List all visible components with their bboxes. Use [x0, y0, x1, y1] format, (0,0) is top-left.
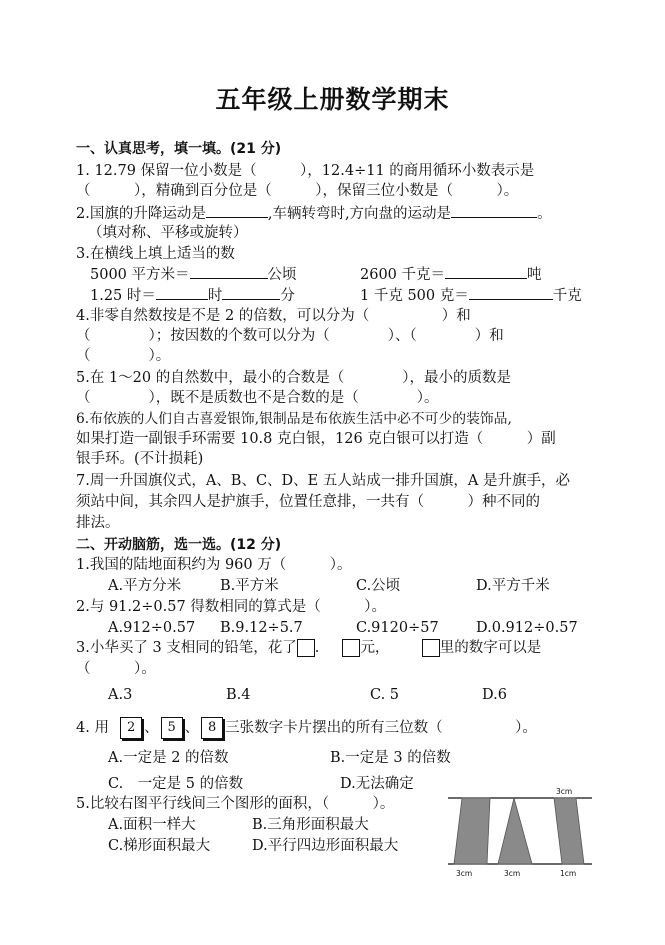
q7-line3: 排法。 [76, 515, 120, 531]
q3-r1a-unit: 公顷 [267, 267, 297, 283]
s2-q2-option-b[interactable]: B.9.12÷5.7 [220, 620, 303, 636]
q3-row2a [90, 286, 295, 305]
q2-text-c: 。 [537, 206, 552, 222]
s2-q4-option-b[interactable]: B.一定是 3 的倍数 [330, 750, 451, 766]
bottom-length-label-2: 3cm [504, 869, 521, 878]
s2-q3-text-a: 3.小华买了 3 支相同的铅笔，花了 [76, 640, 297, 656]
s2-q4-option-c[interactable]: C. 一定是 5 的倍数 [108, 776, 244, 792]
q4-line3: （ ）。 [76, 348, 171, 364]
q4-line2: （ ）；按因数的个数可以分为（ ）、（ ）和 [76, 328, 504, 344]
s2-q1-option-a[interactable]: A.平方分米 [108, 578, 182, 594]
q2-blank-2[interactable] [451, 204, 537, 218]
q3-blank-hour[interactable] [156, 286, 208, 300]
q6-line1: 6.布依族的人们自古喜爱银饰,银制品是布依族生活中必不可少的装饰品, [76, 411, 512, 427]
q3-blank-hectare[interactable] [190, 265, 268, 279]
digit-box-2 [342, 639, 360, 657]
q1-line2: （ ），精确到百分位是（ ），保留三位小数是（ ）。 [76, 183, 519, 199]
q3-r2b-unit: 千克 [552, 288, 582, 304]
section2-heading: 二、开动脑筋，选一选。(12 分) [76, 537, 282, 553]
digit-card-8: 8 [201, 717, 223, 739]
s2-q3-option-d[interactable]: D.6 [482, 687, 507, 703]
s2-q2-stem: 2.与 91.2÷0.57 得数相同的算式是（ ）。 [76, 599, 387, 615]
q7-line1: 7.周一升国旗仪式，A、B、C、D、E 五人站成一排升国旗，A 是升旗手，必 [76, 473, 570, 489]
q3-r1a-text: 5000 平方米＝ [90, 267, 190, 283]
q3-stem: 3.在横线上填上适当的数 [76, 246, 235, 262]
s2-q3-stem-2: （ ）。 [76, 661, 156, 677]
q3-r2a-text: 1.25 时＝ [90, 288, 156, 304]
q2-hint: （填对称、平移或旋转） [88, 225, 248, 241]
bottom-length-label-3: 1cm [560, 869, 577, 878]
s2-q1-stem: 1.我国的陆地面积约为 960 万（ ）。 [76, 557, 352, 573]
q3-r2a-unit2: 分 [280, 288, 295, 304]
s2-q3-text-c: 元， [360, 640, 390, 656]
s2-q5-option-c[interactable]: C.梯形面积最大 [108, 838, 211, 854]
s2-q4-text-b: 三张数字卡片摆出的所有三位数（ ）。 [225, 720, 537, 736]
s2-q4-stem [76, 716, 537, 740]
q5-line1: 5.在 1～20 的自然数中，最小的合数是（ ），最小的质数是 [76, 370, 511, 386]
q3-r2a-unit1: 时 [207, 288, 223, 304]
q7-line2: 须站中间，其余四人是护旗手，位置任意排，一共有（ ）种不同的 [76, 494, 540, 510]
bottom-length-label-1: 3cm [456, 869, 473, 878]
top-length-label: 3cm [556, 787, 573, 796]
q2-text-a: 2.国旗的升降运动是 [76, 206, 206, 222]
s2-q5-option-b[interactable]: B.三角形面积最大 [252, 817, 369, 833]
page-title: 五年级上册数学期末 [215, 85, 450, 114]
s2-q5-option-d[interactable]: D.平行四边形面积最大 [252, 838, 399, 854]
s2-q3-option-c[interactable]: C. 5 [370, 687, 400, 703]
q3-row1a [90, 265, 297, 284]
parallel-lines-figure [440, 784, 600, 880]
s2-q4-sep-2: 、 [184, 720, 200, 736]
s2-q3-text-d: 里的数字可以是 [439, 640, 542, 656]
s2-q4-text-a: 4. 用 [76, 720, 109, 736]
q3-r1b-text: 2600 千克＝ [360, 267, 446, 283]
s2-q1-option-b[interactable]: B.平方米 [220, 578, 279, 594]
s2-q2-option-d[interactable]: D.0.912÷0.57 [476, 620, 578, 636]
q2-line1 [76, 204, 552, 223]
digit-box-1 [297, 639, 315, 657]
q2-blank-1[interactable] [206, 204, 268, 218]
s2-q1-option-d[interactable]: D.平方千米 [476, 578, 550, 594]
q3-row1b [360, 265, 542, 284]
q1-line1: 1. 12.79 保留一位小数是（ ），12.4÷11 的商用循环小数表示是 [76, 163, 535, 179]
q3-r2b-text: 1 千克 500 克＝ [360, 288, 469, 304]
s2-q3-stem [76, 639, 541, 657]
s2-q5-option-a[interactable]: A.面积一样大 [108, 817, 196, 833]
q3-blank-minute[interactable] [222, 286, 280, 300]
s2-q2-option-c[interactable]: C.9120÷57 [356, 620, 439, 636]
q6-line2: 如果打造一副银手环需要 10.8 克白银，126 克白银可以打造（ ）副 [76, 431, 556, 447]
trapezoid-shape [454, 798, 490, 864]
q4-line1: 4.非零自然数按是不是 2 的倍数，可以分为（ ）和 [76, 308, 471, 324]
s2-q4-sep-1: 、 [144, 720, 159, 736]
q3-r1b-unit: 吨 [527, 267, 542, 283]
q2-text-b: ,车辆转弯时,方向盘的运动是 [267, 206, 452, 222]
parallelogram-shape [554, 798, 584, 864]
s2-q4-option-d[interactable]: D.无法确定 [340, 776, 414, 792]
q3-blank-ton[interactable] [445, 265, 527, 279]
q3-blank-kg[interactable] [469, 286, 553, 300]
s2-q3-option-a[interactable]: A.3 [108, 687, 133, 703]
s2-q2-option-a[interactable]: A.912÷0.57 [108, 620, 196, 636]
digit-card-2: 2 [120, 717, 142, 739]
triangle-shape [498, 798, 532, 864]
s2-q3-option-b[interactable]: B.4 [226, 687, 251, 703]
digit-box-3 [422, 639, 440, 657]
q3-row2b [360, 286, 582, 305]
s2-q5-stem: 5.比较右图平行线间三个图形的面积，（ ）。 [76, 796, 395, 812]
digit-card-5: 5 [161, 717, 183, 739]
section1-heading: 一、认真思考，填一填。(21 分) [76, 141, 282, 157]
q6-line3: 银手环。(不计损耗) [76, 451, 204, 467]
s2-q1-option-c[interactable]: C.公顷 [356, 578, 401, 594]
s2-q3-dot: . [314, 640, 320, 656]
s2-q4-option-a[interactable]: A.一定是 2 的倍数 [108, 750, 229, 766]
q5-line2: （ ），既不是质数也不是合数的是（ ）。 [76, 390, 439, 406]
